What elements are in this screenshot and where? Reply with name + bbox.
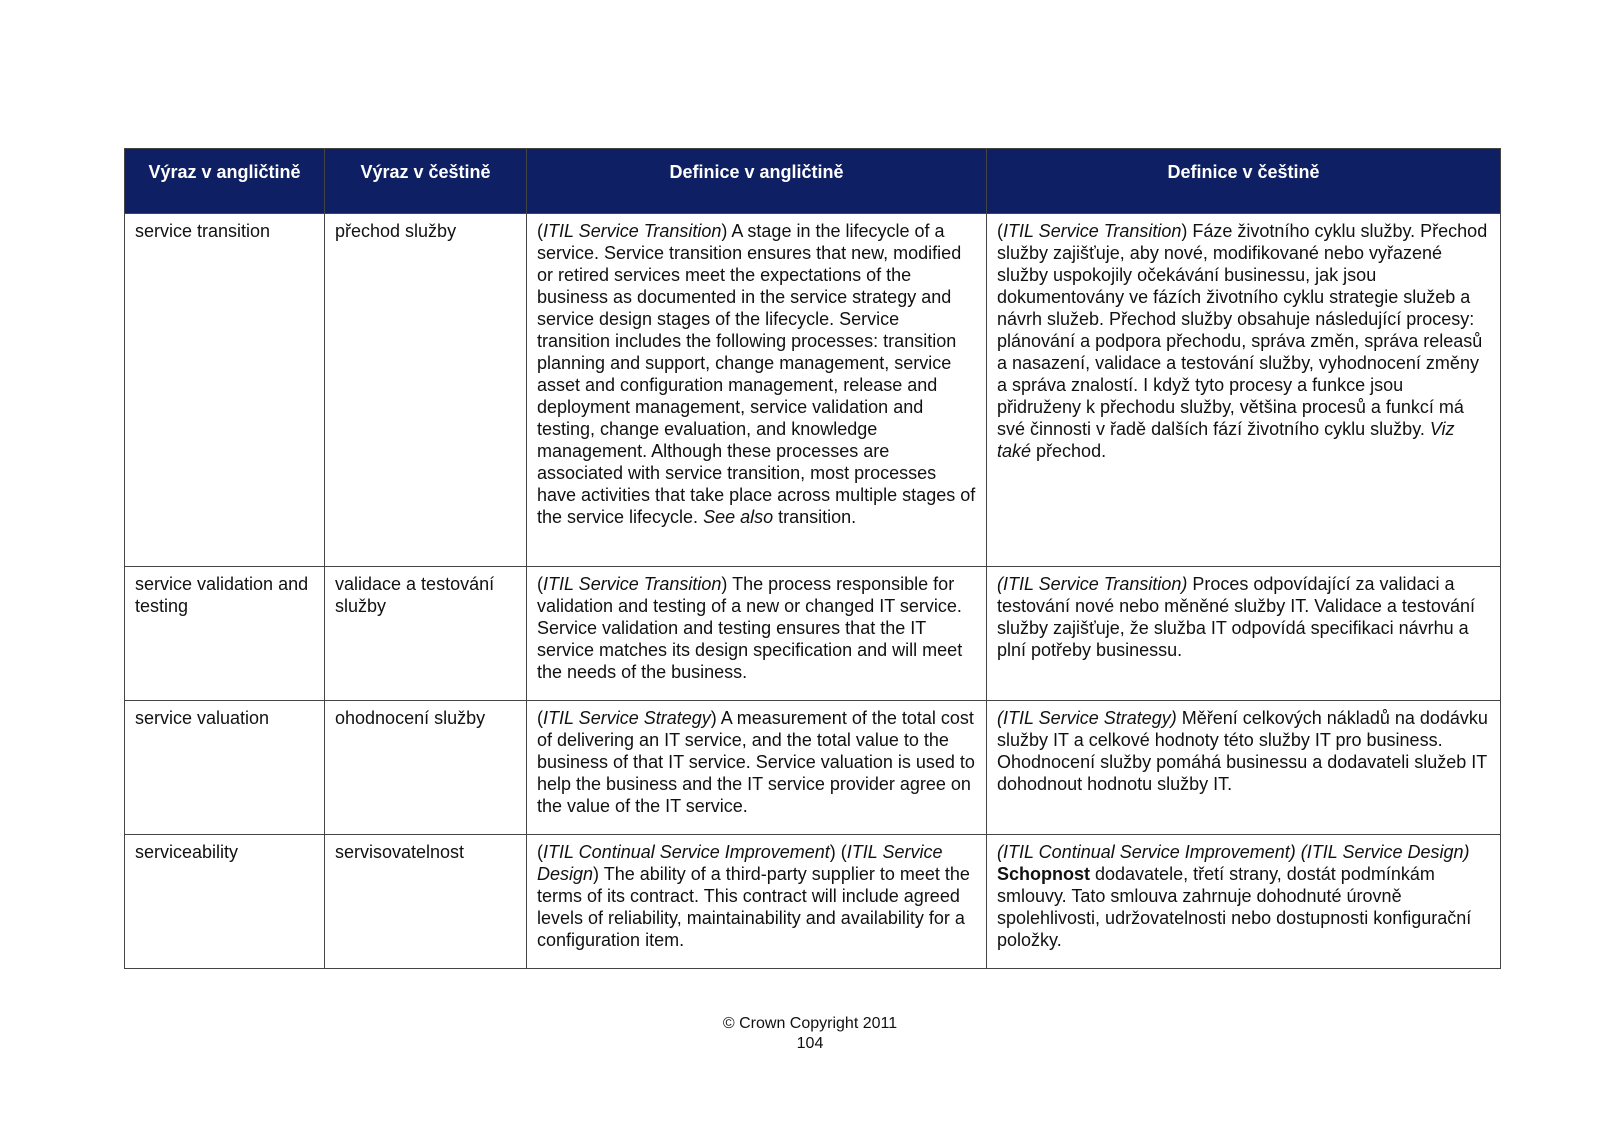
definition-bold-term: Schopnost [997,864,1090,884]
book-open-paren: ( [997,221,1003,241]
header-definition-czech: Definice v češtině [987,149,1501,214]
header-term-czech: Výraz v češtině [325,149,527,214]
definition-text: ) Fáze životního cyklu služby. Přechod služby zajišťuje, aby nové, modifikované nebo vyřazené služby uspokojily očekávání businessu, jak jsou dokumentovány ve fázích životního cyklu strategie služeb a návrh služeb. Přechod služby obsahuje následující procesy: plánování a podpora přechodu, správa změn, správa releasů a nasazení, validace a testování služby, vyhodnocení změny a správa znalostí. I když tyto procesy a funkce jsou přidruženy k přechodu služby, většina procesů a funkcí má své činnosti v řadě dalších fází životního cyklu služby. [997,221,1488,439]
table-row [125,701,1501,835]
glossary-table [124,148,1501,969]
see-also-label: Viz také [997,419,1455,461]
page-number: 104 [796,1035,824,1052]
term-czech: přechod služby [325,214,527,567]
term-czech: servisovatelnost [325,835,527,969]
term-czech: ohodnocení služby [325,701,527,835]
table-row [125,567,1501,701]
see-also-reference: transition. [773,507,857,527]
page-footer [600,1014,1020,1054]
term-english: serviceability [125,835,325,969]
book-reference: ITIL Service Strategy [543,708,711,728]
copyright-notice: © Crown Copyright 2011 [722,1015,898,1032]
definition-czech [987,701,1501,835]
definition-czech [987,214,1501,567]
book-reference: (ITIL Service Transition) [997,574,1188,594]
table-header-row [125,149,1501,214]
book-reference-secondary: ITIL Service Design [537,842,943,884]
book-reference: ITIL Continual Service Improvement [543,842,830,862]
see-also-label: See also [703,507,774,527]
definition-english [527,567,987,701]
term-czech: validace a testování služby [325,567,527,701]
definition-english [527,214,987,567]
term-english: service transition [125,214,325,567]
definition-text: Měření celkových nákladů na dodávku služby IT a celkové hodnoty této služby IT pro business. Ohodnocení služby pomáhá businessu a dodavateli služeb IT dohodnout hodnotu služby IT. [997,708,1488,794]
book-open-paren: ( [537,708,543,728]
term-english: service validation and testing [125,567,325,701]
header-definition-english: Definice v angličtině [527,149,987,214]
definition-czech [987,835,1501,969]
definition-text: ) A measurement of the total cost of delivering an IT service, and the total value to the business of that IT service. Service valuation is used to help the business and the IT service provider agree on the value of the IT service. [537,708,975,816]
definition-czech [987,567,1501,701]
book-reference: (ITIL Service Strategy) [997,708,1177,728]
table-row [125,835,1501,969]
definition-text: dodavatele, třetí strany, dostát podmínkám smlouvy. Tato smlouva zahrnuje dohodnuté úrovně spolehlivosti, udržovatelnosti nebo dostupnosti konfigurační položky. [997,864,1472,950]
book-open-paren: ( [537,842,543,862]
definition-english [527,701,987,835]
book-reference: ITIL Service Transition [543,221,722,241]
book-separator: ) ( [829,842,847,862]
header-term-english: Výraz v angličtině [125,149,325,214]
definition-text: ) A stage in the lifecycle of a service. Service transition ensures that new, modified or retired services meet the expectations of the business as documented in the service strategy and service design stages of the lifecycle. Service transition includes the following processes: transition planning and support, change management, service asset and configuration management, release and deployment management, service validation and testing, change evaluation, and knowledge management. Although these processes are associated with service transition, most processes have activities that take place across multiple stages of the service lifecycle. [537,221,976,527]
see-also-reference: přechod. [1031,441,1107,461]
book-reference: ITIL Service Transition [543,574,722,594]
term-english: service valuation [125,701,325,835]
definition-text: ) The ability of a third-party supplier to meet the terms of its contract. This contract will include agreed levels of reliability, maintainability and availability for a configuration item. [537,864,970,950]
book-reference: ITIL Service Transition [1003,221,1182,241]
definition-text: ) The process responsible for validation and testing of a new or changed IT service. Service validation and testing ensures that the IT service matches its design specification and will meet the needs of the business. [537,574,963,682]
book-open-paren: ( [537,574,543,594]
book-open-paren: ( [537,221,543,241]
book-reference: (ITIL Continual Service Improvement) (ITIL Service Design) [997,842,1470,862]
table-row [125,214,1501,567]
definition-text: Proces odpovídající za validaci a testování nové nebo měněné služby IT. Validace a testování služby zajišťuje, že služba IT odpovídá specifikaci návrhu a plní potřeby businessu. [997,574,1475,660]
definition-english [527,835,987,969]
